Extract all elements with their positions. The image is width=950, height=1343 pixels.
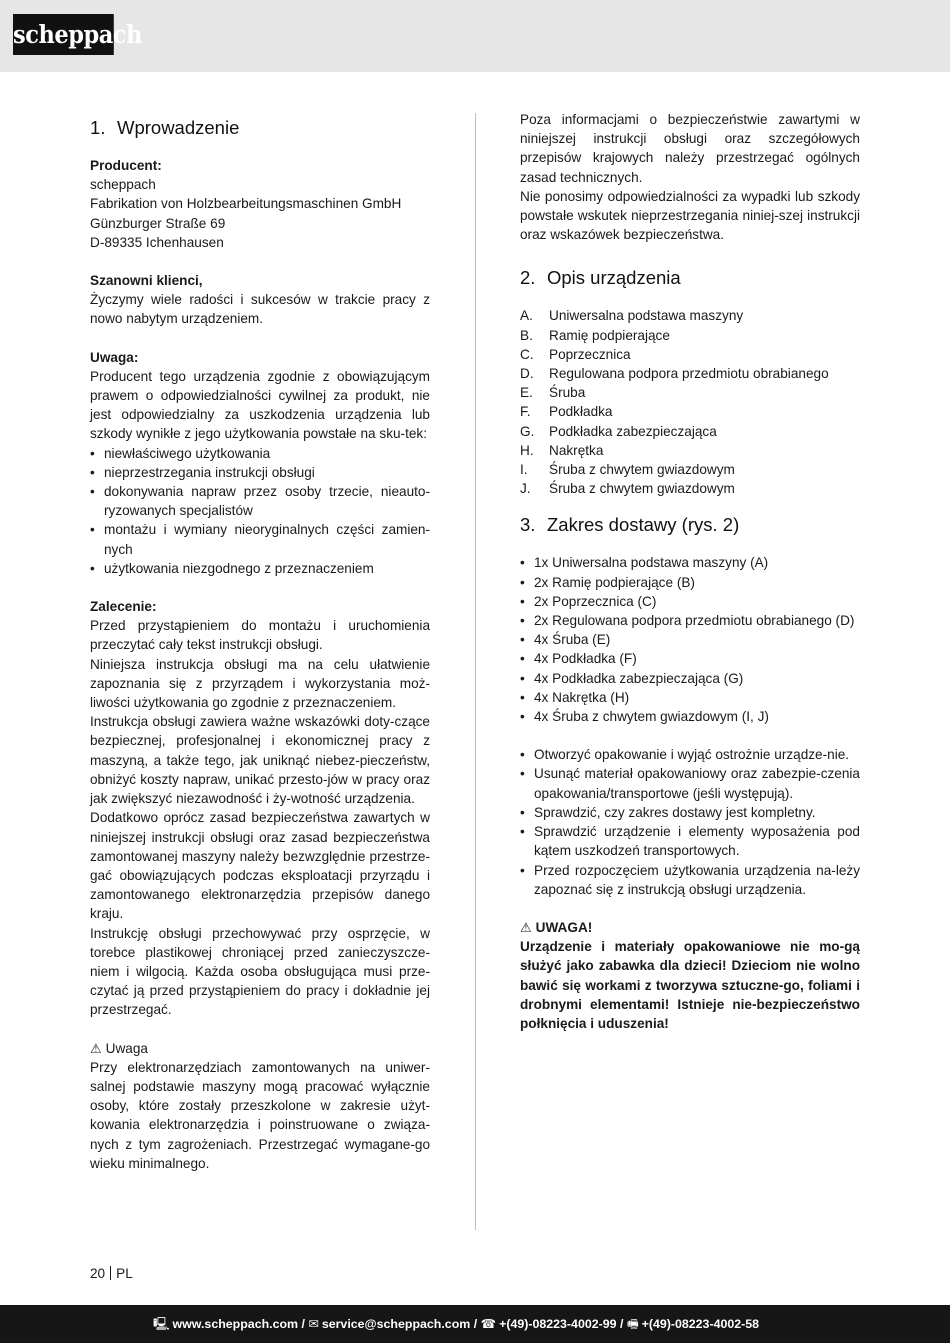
footer-separator: / bbox=[301, 1317, 305, 1331]
footer-separator: / bbox=[473, 1317, 478, 1331]
part-letter: I. bbox=[520, 462, 528, 478]
footer-phone: +(49)-08223-4002-99 bbox=[499, 1317, 617, 1331]
producer-line: Fabrikation von Holzbearbeitungsmaschinen GmbH bbox=[90, 196, 402, 212]
right-column bbox=[520, 110, 860, 1033]
list-item: • 2x Regulowana podpora przedmiotu obrabianego (D) bbox=[520, 611, 860, 630]
list-item: • 4x Nakrętka (H) bbox=[520, 688, 860, 707]
list-item: • Otworzyć opakowanie i wyjąć ostrożnie urządze-nie. bbox=[520, 745, 860, 764]
part-text: Nakrętka bbox=[549, 442, 604, 458]
part-letter: H. bbox=[520, 442, 534, 458]
list-item: • użytkowania niezgodnego z przeznaczeniem bbox=[90, 559, 430, 578]
list-item bbox=[520, 383, 860, 402]
parts-list bbox=[520, 306, 860, 498]
part-letter: J. bbox=[520, 481, 531, 497]
section-1-number: 1. bbox=[90, 117, 106, 138]
dear-customers-label: Szanowni klienci, bbox=[90, 273, 203, 289]
part-letter: A. bbox=[520, 308, 533, 324]
dear-customers-text: Życzymy wiele radości i sukcesów w trakcie pracy z nowo nabytym urządzeniem. bbox=[90, 292, 430, 327]
footer-contact bbox=[153, 1305, 759, 1343]
recommendation-paragraph: Instrukcję obsługi przechowywać przy osprzęcie, w torebce plastikowej chroniącej przed zanieczyszcze-niem i wilgocią. Każda osoba obsługująca musi prze-czytać ją przed przystąpieniem do pracy i dokładnie jej przestrzegać. bbox=[90, 925, 430, 1018]
producer-line: scheppach bbox=[90, 177, 156, 193]
producer-address bbox=[90, 175, 430, 252]
producer-line: D-89335 Ichenhausen bbox=[90, 234, 224, 250]
part-letter: B. bbox=[520, 327, 533, 343]
part-letter: C. bbox=[520, 346, 534, 362]
caution-text: Urządzenie i materiały opakowaniowe nie mo-gą służyć jako zabawka dla dzieci! Dzieciom nie wolno bawić się workami z tworzywa sztuczne-go, foliami i drobnymi elementami! Istnieje nie-bezpieczeństwo połknięcia i uduszenia! bbox=[520, 939, 860, 1031]
list-item: • Usunąć materiał opakowaniowy oraz zabezpie-czenia opakowania/transportowe (jeśli występują). bbox=[520, 764, 860, 802]
liability-exclusions-list bbox=[90, 444, 430, 578]
left-column bbox=[90, 110, 430, 1173]
list-item: • montażu i wymiany nieoryginalnych części zamien-nych bbox=[90, 520, 430, 558]
section-2-title-text: Opis urządzenia bbox=[547, 267, 681, 289]
list-item bbox=[520, 479, 860, 498]
attention-text: Producent tego urządzenia zgodnie z obowiązującym prawem o odpowiedzialności cywilnej za produkt, nie jest odpowiedzialny za uszkodzenia urządzenia lub szkody wynikłe z jego użytkowania powstałe na sku-tek: bbox=[90, 368, 430, 442]
warning-label: Uwaga bbox=[105, 1040, 148, 1056]
producer-label: Producent: bbox=[90, 158, 162, 173]
attention-label: Uwaga: bbox=[90, 349, 139, 365]
part-text: Poprzecznica bbox=[549, 346, 631, 362]
part-text: Śruba bbox=[549, 385, 586, 401]
list-item: • 2x Poprzecznica (C) bbox=[520, 592, 860, 611]
list-item: • dokonywania napraw przez osoby trzecie, nieauto-ryzowanych specjalistów bbox=[90, 482, 430, 520]
section-3-title bbox=[520, 513, 860, 537]
recommendation-label: Zalecenie: bbox=[90, 599, 157, 615]
recommendation-paragraph: Instrukcja obsługi zawiera ważne wskazówki doty-czące bezpiecznej, profesjonalnej i ekonomicznej pracy z maszyną, a także tego, jak uniknąć niebez-pieczeństw, obniżyć koszty napraw, unikać przesto-jów w pracy oraz jak zwiększyć niezawodność i ży-wotność urządzenia. bbox=[90, 714, 430, 807]
list-item: • 4x Śruba (E) bbox=[520, 630, 860, 649]
list-item bbox=[520, 402, 860, 421]
safety-intro-paragraph: Poza informacjami o bezpieczeństwie zawartymi w niniejszej instrukcji obsługi oraz szczegółowych przepisów krajowych należy przestrzegać ogólnych zasad technicznych. bbox=[520, 112, 860, 185]
column-divider bbox=[475, 113, 476, 1230]
footer-band bbox=[0, 1305, 950, 1343]
phone-icon: ☎ bbox=[480, 1317, 497, 1331]
part-letter: E. bbox=[520, 385, 533, 401]
list-item: • niewłaściwego użytkowania bbox=[90, 444, 430, 463]
recommendation-paragraph: Przed przystąpieniem do montażu i uruchomienia przeczytać cały tekst instrukcji obsługi. bbox=[90, 618, 430, 653]
producer-line: Günzburger Straße 69 bbox=[90, 215, 226, 231]
list-item: • Przed rozpoczęciem użytkowania urządzenia na-leży zapoznać się z instrukcją obsługi urządzenia. bbox=[520, 861, 860, 899]
header-band bbox=[0, 0, 950, 72]
page-number-separator bbox=[110, 1266, 111, 1280]
email-icon: ✉ bbox=[308, 1317, 319, 1331]
scheppach-logo: scheppach bbox=[13, 14, 114, 55]
delivery-scope-list bbox=[520, 553, 860, 726]
list-item: • Sprawdzić, czy zakres dostawy jest kompletny. bbox=[520, 803, 860, 822]
fax-icon: 🖷 bbox=[626, 1317, 639, 1331]
part-letter: G. bbox=[520, 423, 535, 439]
list-item bbox=[520, 460, 860, 479]
safety-intro-paragraph: Nie ponosimy odpowiedzialności za wypadki lub szkody powstałe wskutek nieprzestrzegania niniej-szej instrukcji oraz wskazówek bezpieczeństwa. bbox=[520, 188, 860, 243]
recommendation-paragraph: Dodatkowo oprócz zasad bezpieczeństwa zawartych w niniejszej instrukcji obsługi oraz zasad bezpieczeństwa zamontowanej maszyny należy bezwzględnie przestrze-gać obowiązujących podczas eksploatacji przyrządu i zamontowanego elektronarzędzia przepisów danego kraju. bbox=[90, 810, 430, 922]
list-item: • 4x Podkładka zabezpieczająca (G) bbox=[520, 669, 860, 688]
list-item bbox=[520, 306, 860, 325]
warning-heading bbox=[90, 1039, 430, 1058]
monitor-icon: 🖳 bbox=[153, 1317, 170, 1331]
list-item bbox=[520, 364, 860, 383]
unpacking-steps-list bbox=[520, 745, 860, 899]
footer-separator: / bbox=[619, 1317, 624, 1331]
list-item bbox=[520, 345, 860, 364]
section-3-title-text: Zakres dostawy (rys. 2) bbox=[547, 514, 740, 536]
list-item bbox=[520, 326, 860, 345]
part-letter: D. bbox=[520, 366, 534, 382]
caution-heading bbox=[520, 918, 860, 937]
section-1-title-text: Wprowadzenie bbox=[117, 117, 240, 138]
part-text: Uniwersalna podstawa maszyny bbox=[549, 308, 744, 324]
recommendation-paragraph: Niniejsza instrukcja obsługi ma na celu ułatwienie zapoznania się z przyrządem i wykorzystania moż-liwości użytkowania go zgodnie z przeznaczeniem. bbox=[90, 656, 430, 711]
section-2-number: 2. bbox=[520, 267, 536, 289]
part-text: Śruba z chwytem gwiazdowym bbox=[549, 462, 735, 478]
list-item: • 4x Śruba z chwytem gwiazdowym (I, J) bbox=[520, 707, 860, 726]
footer-website[interactable]: www.scheppach.com bbox=[172, 1317, 299, 1331]
section-2-title bbox=[520, 266, 860, 290]
warning-triangle-icon: ⚠ bbox=[90, 1040, 102, 1056]
part-text: Regulowana podpora przedmiotu obrabianego bbox=[549, 366, 829, 382]
section-1-title bbox=[90, 116, 430, 140]
list-item: • 1x Uniwersalna podstawa maszyny (A) bbox=[520, 553, 860, 572]
footer-email[interactable]: service@scheppach.com bbox=[321, 1317, 471, 1331]
list-item: • Sprawdzić urządzenie i elementy wyposażenia pod kątem uszkodzeń transportowych. bbox=[520, 822, 860, 860]
part-letter: F. bbox=[520, 404, 531, 420]
warning-text: Przy elektronarzędziach zamontowanych na uniwer-salnej podstawie maszyny mogą pracować wyłącznie osoby, które zostały przeszkolone w zakresie użyt-kowania elektronarzędzia i poinstruowane o związa-nych z tym zagrożeniach. Przestrzegać wymagane-go wieku minimalnego. bbox=[90, 1059, 430, 1171]
list-item bbox=[520, 441, 860, 460]
page-number bbox=[90, 1264, 133, 1283]
part-text: Podkładka zabezpieczająca bbox=[549, 423, 717, 439]
list-item: • 4x Podkładka (F) bbox=[520, 649, 860, 668]
part-text: Podkładka bbox=[549, 404, 613, 420]
caution-label: UWAGA! bbox=[535, 919, 593, 935]
page-number-value: 20 bbox=[90, 1266, 106, 1281]
part-text: Śruba z chwytem gwiazdowym bbox=[549, 481, 735, 497]
footer-fax: +(49)-08223-4002-58 bbox=[641, 1317, 760, 1331]
section-3-number: 3. bbox=[520, 514, 536, 536]
list-item bbox=[520, 422, 860, 441]
list-item: • 2x Ramię podpierające (B) bbox=[520, 573, 860, 592]
list-item: • nieprzestrzegania instrukcji obsługi bbox=[90, 463, 430, 482]
part-text: Ramię podpierające bbox=[549, 327, 670, 343]
warning-triangle-icon: ⚠ bbox=[520, 919, 532, 935]
page-language: PL bbox=[116, 1266, 133, 1281]
